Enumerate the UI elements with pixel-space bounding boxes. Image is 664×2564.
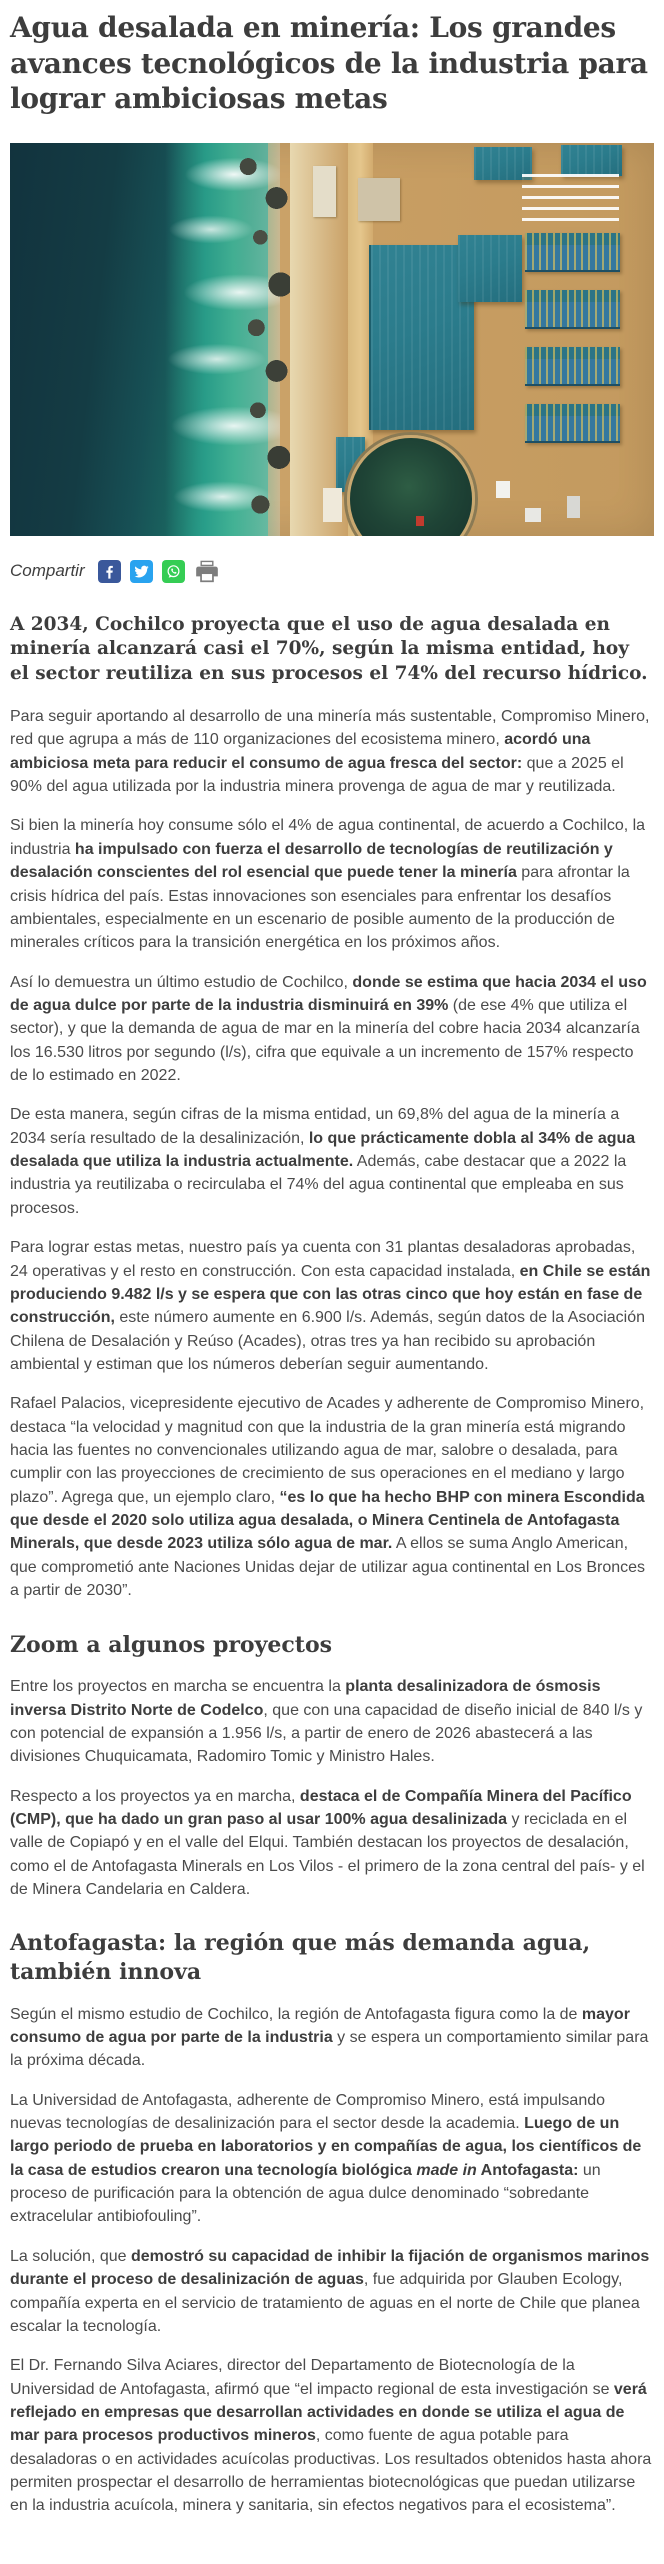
paragraph: Según el mismo estudio de Cochilco, la región de Antofagasta figura como la de mayor consumo de agua por parte de la industria y se espera un comportamiento similar para la próxima década. <box>10 2005 649 2070</box>
paragraph: Así lo demuestra un último estudio de Cochilco, donde se estima que hacia 2034 el uso de agua dulce por parte de la industria disminuirá en 39% (de ese 4% que utiliza el sector), y que la demanda de agua de mar en la minería del cobre hacia 2034 alcanzaría los 16.530 litros por segundo (l/s), cifra que equivale a un incremento de 157% respecto de lo estimado en 2022. <box>10 973 647 1085</box>
article-title: Agua desalada en minería: Los grandes avances tecnológicos de la industria para lograr ambiciosas metas <box>10 11 648 116</box>
paragraph: Para seguir aportando al desarrollo de una minería más sustentable, Compromiso Minero, red que agrupa a más de 110 organizaciones del ecosistema minero, acordó una ambiciosa meta para reducir el consumo de agua fresca del sector: que a 2025 el 90% del agua utilizada por la industria minera provenga de agua de mar y reutilizada. <box>10 707 650 796</box>
storage-container <box>358 178 400 221</box>
whatsapp-icon <box>165 563 182 580</box>
paragraph: La Universidad de Antofagasta, adherente de Compromiso Minero, está impulsando nuevas tecnologías de desalinización para el sector desde la academia. Luego de un largo periodo de prueba en laboratorios y en compañías de agua, los científicos de la casa de estudios crearon una tecnología biológica made in Antofagasta: un proceso de purificación para la obtención de agua dulce denominado “sobredante extracelular antibiofouling”. <box>10 2091 642 2226</box>
article-body <box>10 613 654 2518</box>
filter-rack-row <box>525 233 620 272</box>
hero-image <box>10 143 654 536</box>
filter-rack-row <box>525 290 620 329</box>
print-button[interactable] <box>194 558 221 585</box>
article-page <box>0 10 664 2564</box>
paragraph: El Dr. Fernando Silva Aciares, director del Departamento de Biotecnología de la Universidad de Antofagasta, afirmó que “el impacto regional de esta investigación se verá reflejado en empresas que desarrollan actividades en donde se utiliza el agua de mar para procesos productivos mineros, como fuente de agua potable para desaladoras o en actividades acuícolas productivas. Los resultados obtenidos hasta ahora permiten prospectar el desarrollo de herramientas biotecnológicas que puedan utilizarse en la industria acuícola, minera y sanitaria, sin efectos negativos para el ecosistema”. <box>10 2357 652 2515</box>
twitter-share-button[interactable] <box>130 560 153 583</box>
section-heading: Zoom a algunos proyectos <box>10 1631 333 1658</box>
truck <box>567 496 580 518</box>
lead-paragraph: A 2034, Cochilco proyecta que el uso de agua desalada en minería alcanzará casi el 70%, según la misma entidad, hoy el sector reutiliza en sus procesos el 74% del recurso hídrico. <box>10 613 648 685</box>
facebook-share-button[interactable] <box>98 560 121 583</box>
truck <box>416 516 424 526</box>
share-bar <box>10 558 654 585</box>
truck <box>496 481 510 499</box>
filter-rack-row <box>525 404 620 443</box>
paragraph: La solución, que demostró su capacidad de inhibir la fijación de organismos marinos durante el proceso de desalinización de aguas, fue adquirida por Glauben Ecology, compañía experta en el servicio de tratamiento de aguas en el norte de Chile que planea escalar la tecnología. <box>10 2247 650 2335</box>
small-building <box>323 488 342 521</box>
share-label: Compartir <box>10 561 85 581</box>
secondary-plant-building <box>561 145 622 176</box>
paragraph: Rafael Palacios, vicepresidente ejecutivo de Acades y adherente de Compromiso Minero, destaca “la velocidad y magnitud con que la industria de la gran minería está migrando hacia las fuentes no convencionales utilizando agua de mar, salobre o desalada, para cumplir con las proyecciones de crecimiento de sus operaciones en el mediano y largo plazo”. Agrega que, un ejemplo claro, “es lo que ha hecho BHP con minera Escondida que desde el 2020 solo utiliza agua desalada, o Minera Centinela de Antofagasta Minerals, que desde 2023 utiliza sólo agua de mar. A ellos se suma Anglo American, que comprometió ante Naciones Unidas dejar de utilizar agua continental en Los Bronces a partir de 2030”. <box>10 1395 646 1600</box>
whatsapp-share-button[interactable] <box>162 560 185 583</box>
facebook-icon <box>101 563 118 580</box>
paragraph: De esta manera, según cifras de la misma entidad, un 69,8% del agua de la minería a 2034 sería resultado de la desalinización, lo que prácticamente dobla al 34% de agua desalada que utiliza la industria actualmente. Además, cabe destacar que a 2022 la industria ya reutilizaba o recirculaba el 74% del agua continental que empleaba en sus procesos. <box>10 1106 636 1217</box>
twitter-icon <box>133 563 150 580</box>
print-icon <box>194 558 220 584</box>
truck <box>525 508 541 522</box>
storage-container <box>313 166 336 217</box>
paragraph: Respecto a los proyectos ya en marcha, destaca el de Compañía Minera del Pacífico (CMP), que ha dado un gran paso al usar 100% agua desalinizada y reciclada en el valle de Copiapó y en el valle del Elqui. También destacan los proyectos de desalación, como el de Antofagasta Minerals en Los Vilos - el primero de la zona central del país- y el de Minera Candelaria en Caldera. <box>10 1787 645 1899</box>
paragraph: Entre los proyectos en marcha se encuentra la planta desalinizadora de ósmosis inversa Distrito Norte de Codelco, que con una capacidad de diseño inicial de 840 l/s y con potencial de expansión a 1.956 l/s, a partir de enero de 2026 abastecerá a las divisiones Chuquicamata, Radomiro Tomic y Ministro Hales. <box>10 1678 643 1766</box>
paragraph: Para lograr estas metas, nuestro país ya cuenta con 31 plantas desaladoras aprobadas, 24 operativas y el resto en construcción. Con esta capacidad instalada, en Chile se están produciendo 9.482 l/s y se espera que con las otras cinco que hoy están en fase de construcción, este número aumente en 6.900 l/s. Además, según datos de la Asociación Chilena de Desalación y Reúso (Acades), otras tres ya han recibido su aprobación ambiental y estiman que los números deberían seguir aumentando. <box>10 1239 651 1373</box>
paragraph: Si bien la minería hoy consume sólo el 4% de agua continental, de acuerdo a Cochilco, la industria ha impulsado con fuerza el desarrollo de tecnologías de reutilización y desalación conscientes del rol esencial que puede tener la minería para afrontar la crisis hídrica del país. Estas innovaciones son esenciales para enfrentar los desafíos ambientales, especialmente en un escenario de posible aumento de la producción de minerales críticos para la transición energética en los próximos años. <box>10 817 646 952</box>
filter-rack-row <box>525 347 620 386</box>
equipment-rows <box>522 174 619 227</box>
secondary-plant-building <box>458 235 522 302</box>
section-heading: Antofagasta: la región que más demanda agua, también innova <box>10 1930 591 1985</box>
